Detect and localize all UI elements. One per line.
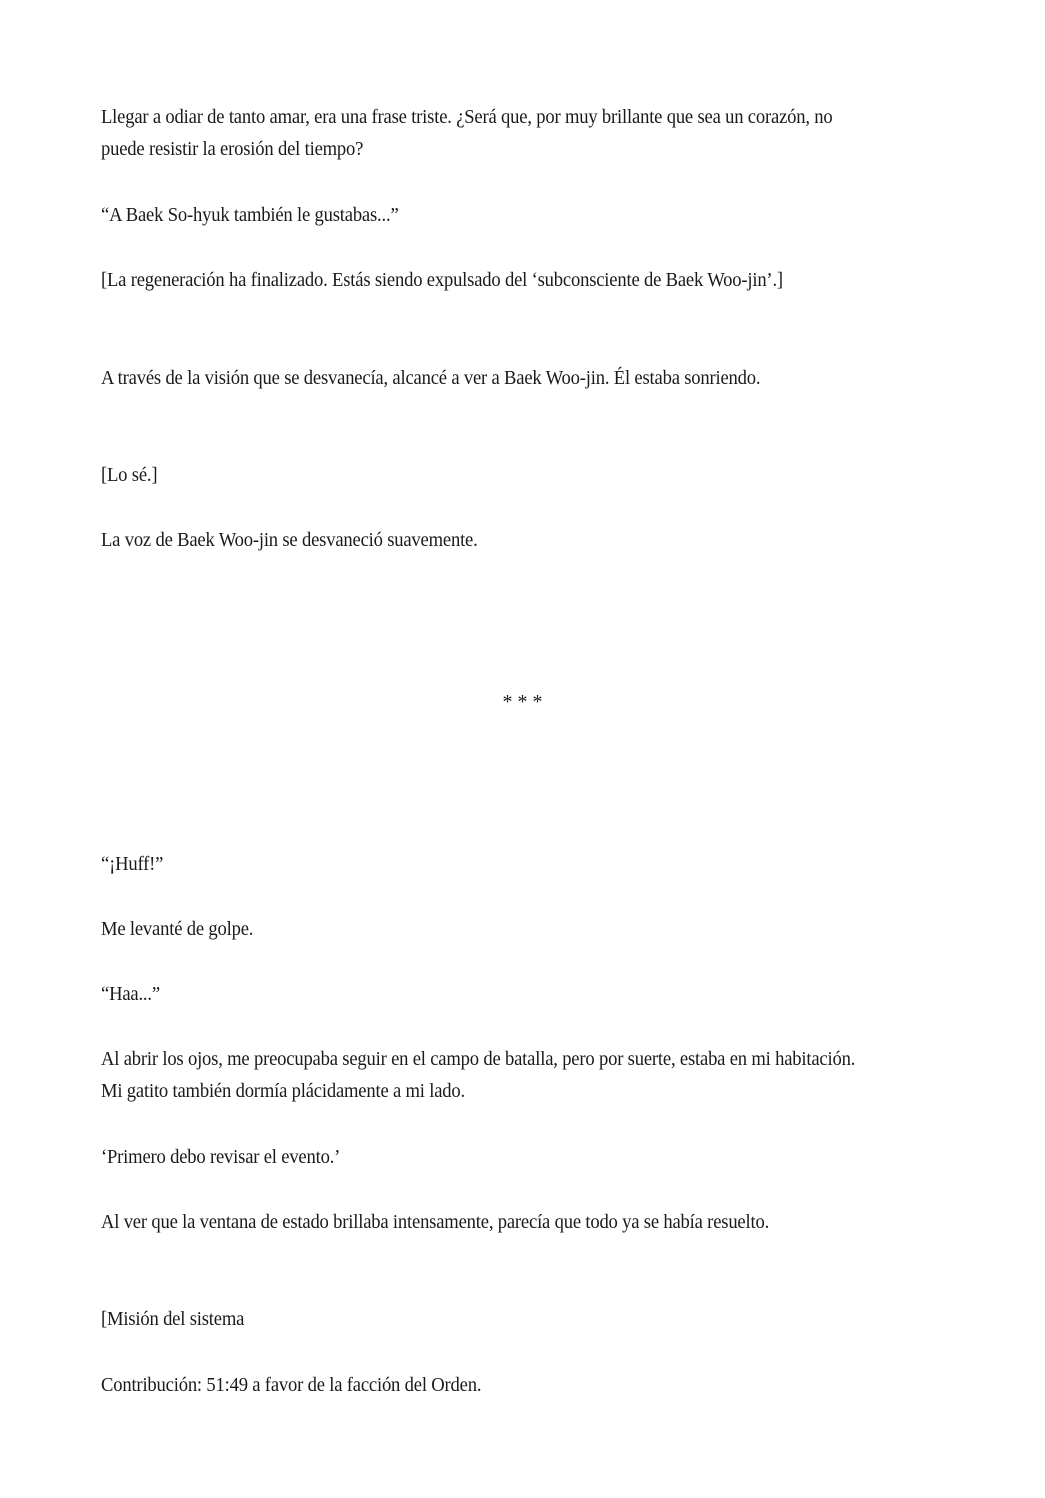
paragraph: Me levanté de golpe. [101, 918, 254, 940]
paragraph: [Lo sé.] [101, 464, 158, 486]
paragraph: Al ver que la ventana de estado brillaba intensamente, parecía que todo ya se había resuelto. [101, 1211, 770, 1233]
paragraph: “A Baek So-hyuk también le gustabas...” [101, 204, 399, 226]
section-separator: * * * [502, 691, 543, 713]
paragraph: “¡Huff!” [101, 853, 164, 875]
paragraph: [La regeneración ha finalizado. Estás siendo expulsado del ‘subconsciente de Baek Woo-jin’.] [101, 269, 783, 291]
paragraph: Al abrir los ojos, me preocupaba seguir en el campo de batalla, pero por suerte, estaba en mi habitación. Mi gatito también dormía plácidamente a mi lado. [101, 1048, 856, 1102]
paragraph: ‘Primero debo revisar el evento.’ [101, 1146, 341, 1168]
paragraph: [Misión del sistema [101, 1308, 245, 1330]
paragraph: Contribución: 51:49 a favor de la facción del Orden. [101, 1374, 482, 1396]
paragraph: Llegar a odiar de tanto amar, era una frase triste. ¿Será que, por muy brillante que sea un corazón, no puede resistir la erosión del tiempo? [101, 106, 833, 160]
paragraph: A través de la visión que se desvanecía, alcancé a ver a Baek Woo-jin. Él estaba sonriendo. [101, 367, 761, 389]
paragraph: La voz de Baek Woo-jin se desvaneció suavemente. [101, 529, 478, 551]
paragraph: “Haa...” [101, 983, 160, 1005]
